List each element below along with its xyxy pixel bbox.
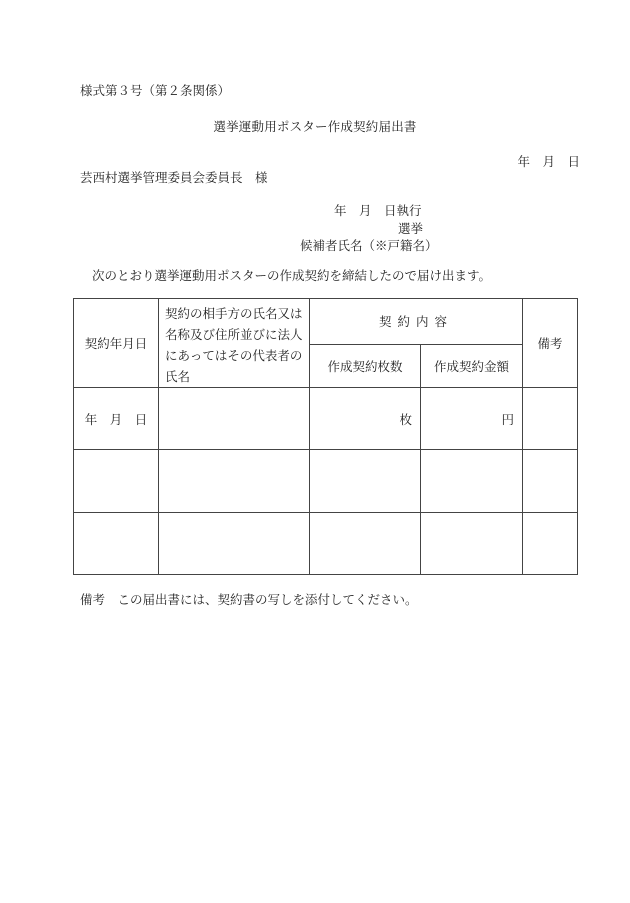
header-contract-amount: 作成契約金額 — [421, 344, 523, 387]
cell-party[interactable] — [159, 450, 310, 513]
candidate-name: 候補者氏名（※戸籍名） — [300, 238, 438, 253]
header-contract-content: 契約内容 — [310, 299, 523, 345]
footer-note: 備考 この届出書には、契約書の写しを添付してください。 — [80, 592, 418, 607]
table-row — [74, 450, 578, 513]
cell-remarks[interactable] — [523, 388, 578, 450]
cell-party[interactable] — [159, 513, 310, 575]
cell-remarks[interactable] — [523, 450, 578, 513]
contract-table — [73, 298, 578, 575]
cell-amount[interactable]: 円 — [421, 388, 523, 450]
cell-sheet-count[interactable]: 枚 — [310, 388, 421, 450]
election-name: 選挙 — [398, 221, 424, 236]
addressee: 芸西村選挙管理委員会委員長 様 — [80, 170, 268, 185]
body-text: 次のとおり選挙運動用ポスターの作成契約を締結したので届け出ます。 — [92, 268, 492, 283]
cell-party[interactable] — [159, 388, 310, 450]
cell-remarks[interactable] — [523, 513, 578, 575]
table-row — [74, 388, 578, 450]
document-title: 選挙運動用ポスター作成契約届出書 — [213, 119, 417, 134]
cell-sheet-count[interactable] — [310, 450, 421, 513]
form-number: 様式第３号（第２条関係） — [80, 83, 231, 98]
submission-date: 年 月 日 — [517, 154, 580, 169]
header-contract-date: 契約年月日 — [74, 299, 159, 388]
cell-sheet-count[interactable] — [310, 513, 421, 575]
election-execution-date: 年 月 日執行 — [334, 203, 422, 218]
table-header-row — [74, 299, 578, 345]
header-sheet-count: 作成契約枚数 — [310, 344, 421, 387]
cell-date[interactable]: 年 月 日 — [74, 388, 159, 450]
cell-amount[interactable] — [421, 450, 523, 513]
header-remarks: 備考 — [523, 299, 578, 388]
table-row — [74, 513, 578, 575]
cell-date[interactable] — [74, 450, 159, 513]
cell-amount[interactable] — [421, 513, 523, 575]
cell-date[interactable] — [74, 513, 159, 575]
header-contract-party: 契約の相手方の氏名又は名称及び住所並びに法人にあってはその代表者の氏名 — [159, 299, 310, 388]
